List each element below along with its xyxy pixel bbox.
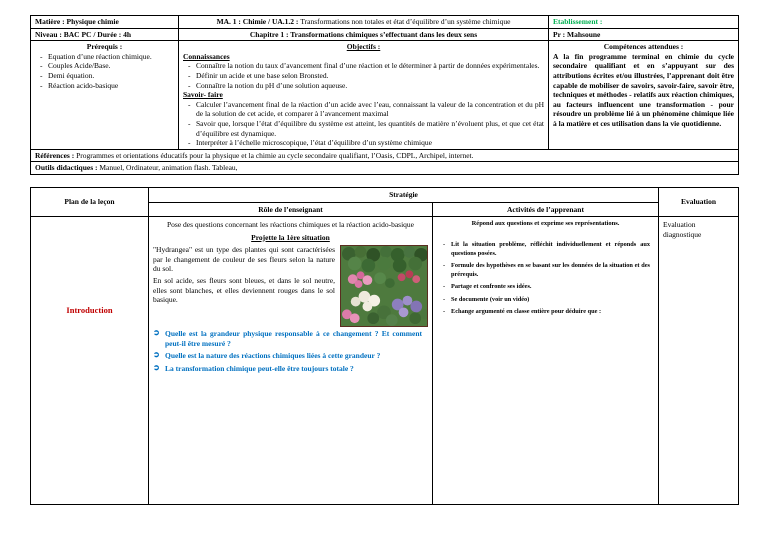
student-activity-item xyxy=(443,241,650,258)
student-activity-item xyxy=(443,296,650,305)
dash-bullet: - xyxy=(443,295,446,303)
plan-phase-cell xyxy=(31,217,149,505)
question-list xyxy=(153,329,428,373)
student-activity-text: Partage et confronte ses idées. xyxy=(451,283,532,291)
prerequis-item-text: Couples Acide/Base. xyxy=(48,61,111,71)
module-code: MA. 1 : Chimie / UA.1.2 : xyxy=(216,17,301,26)
situation-title: Projette la 1ère situation xyxy=(251,232,330,242)
evaluation-cell: Evaluation diagnostique xyxy=(659,217,739,505)
prerequis-cell xyxy=(31,41,179,150)
savoir-item-text: Savoir que, lorsque l’état d’équilibre du système est atteint, les quantités de matière n’évoluent plus, et que cet état d’équilibre est dynamique. xyxy=(196,118,544,138)
info-row-1 xyxy=(31,16,739,29)
prerequis-item xyxy=(40,81,174,91)
dash-bullet: - xyxy=(40,51,43,61)
outils-label: Outils didactiques : xyxy=(35,163,98,173)
references-row xyxy=(31,149,739,162)
connaissance-item-text: Connaître la notion du taux d’avancement final d’une réaction et le déterminer à partir de données expérimentales. xyxy=(196,61,540,71)
plan-header-cell: Plan de la leçon xyxy=(31,187,149,216)
dash-bullet: - xyxy=(188,80,191,90)
evaluation-header-cell: Evaluation xyxy=(659,187,739,216)
question-arrow-icon: ➲ xyxy=(153,350,160,360)
connaissances-title: Connaissances xyxy=(183,51,230,61)
hydrangea-flowers-image xyxy=(340,245,428,327)
connaissance-item xyxy=(188,71,544,81)
dash-bullet: - xyxy=(188,138,191,148)
competences-cell xyxy=(549,41,739,150)
references-text: Programmes et orientations éducatifs pour la physique et la chimie au cycle secondaire qualifiant, l’Oasis, CDPL, Archipel, internet. xyxy=(74,150,474,160)
info-table xyxy=(30,15,739,175)
student-activity-text: Formule des hypothèses en se basant sur les données de la situation et des prérequis. xyxy=(451,262,650,278)
module-cell xyxy=(179,16,549,29)
dash-bullet: - xyxy=(40,80,43,90)
objectifs-cell xyxy=(179,41,549,150)
competences-title: Compétences attendues : xyxy=(603,42,684,52)
dash-bullet: - xyxy=(188,99,191,109)
objectifs-title: Objectifs : xyxy=(346,42,381,52)
savoir-item xyxy=(188,138,544,148)
prerequis-item xyxy=(40,71,174,81)
dash-bullet: - xyxy=(443,283,446,291)
outils-text: Manuel, Ordinateur, animation flash. Tableau, xyxy=(97,163,238,173)
introduction-row xyxy=(31,217,739,505)
connaissance-item xyxy=(188,81,544,91)
dash-bullet: - xyxy=(40,61,43,71)
student-activity-item xyxy=(443,283,650,292)
student-activity-text: Echange argumenté en classe entière pour déduire que : xyxy=(451,308,602,316)
lesson-header-row xyxy=(31,187,739,202)
savoir-item xyxy=(188,100,544,119)
dash-bullet: - xyxy=(443,262,446,270)
teacher-role-header-cell: Rôle de l’enseignant xyxy=(149,202,433,217)
question-item xyxy=(153,364,422,374)
outils-cell xyxy=(31,162,739,175)
prerequis-item-text: Demi équation. xyxy=(48,70,95,80)
student-intro-line: Répond aux questions et exprime ses représentations. xyxy=(471,220,620,228)
teacher-role-cell xyxy=(149,217,433,505)
dash-bullet: - xyxy=(188,118,191,128)
introduction-label: Introduction xyxy=(66,305,113,316)
etablissement-label: Etablissement : xyxy=(553,17,603,26)
competences-body: A la fin programme terminal en chimie du cycle secondaire qualifiant et en s’appuyant sur des attributions écrites et/ou illustrées, l’apprenant doit être capable de mobiliser de savoirs, savoir-faire, savoir être, techniques et méthodes - relatifs aux réaction chimiques, au facteurs influencent une transformation - pour résoudre un problème lié à un phénomène chimique liée à la matière et ces utilisation dans la vie quotidienne. xyxy=(553,51,734,128)
question-text: La transformation chimique peut-elle être toujours totale ? xyxy=(165,364,354,374)
dash-bullet: - xyxy=(443,308,446,316)
student-activities-header-cell: Activités de l’apprenant xyxy=(433,202,659,217)
savoir-item xyxy=(188,119,544,138)
strategie-header-cell: Stratégie xyxy=(149,187,659,202)
student-activity-text: Se documente (voir un vidéo) xyxy=(451,295,530,303)
references-label: Références : xyxy=(35,150,75,160)
chapitre-cell: Chapitre 1 : Transformations chimiques s’effectuant dans les deux sens xyxy=(179,28,549,41)
teacher-intro-line: Pose des questions concernant les réactions chimiques et la réaction acido-basique xyxy=(166,220,414,230)
matiere-cell: Matière : Physique chimie xyxy=(31,16,179,29)
dash-bullet: - xyxy=(188,70,191,80)
question-arrow-icon: ➲ xyxy=(153,363,160,373)
situation-paragraph: "Hydrangea" est un type des plantes qui sont caractérisées par le changement de couleur de ses fleurs selon la nature du sol. xyxy=(153,245,335,274)
prerequis-item xyxy=(40,61,174,71)
situation-paragraph: En sol acide, ses fleurs sont bleues, et dans le sol neutre, elles sont blanches, et elles deviennent rouges dans le sol basique. xyxy=(153,276,335,305)
outils-row xyxy=(31,162,739,175)
dash-bullet: - xyxy=(443,241,446,249)
prerequis-title: Prérequis : xyxy=(86,42,123,52)
dash-bullet: - xyxy=(40,70,43,80)
question-arrow-icon: ➲ xyxy=(153,328,160,338)
niveau-cell: Niveau : BAC PC / Durée : 4h xyxy=(31,28,179,41)
savoir-item-text: Interpréter à l’échelle microscopique, l’état d’équilibre d’un système chimique xyxy=(196,138,432,148)
savoir-item-text: Calculer l’avancement final de la réaction d’un acide avec l’eau, connaissant la valeur de la concentration et du pH de la solution de cet acide, et comparer à l’avancement maximal xyxy=(196,99,544,119)
student-activity-item xyxy=(443,308,650,317)
question-text: Quelle est la grandeur physique responsable à ce changement ? Et comment peut-il être mesuré ? xyxy=(165,329,422,348)
prerequis-item-text: Equation d’une réaction chimique. xyxy=(48,51,152,61)
student-activity-text: Lit la situation problème, réfléchit individuellement et réponds aux questions posées. xyxy=(451,241,650,257)
references-cell xyxy=(31,149,739,162)
student-activities-cell xyxy=(433,217,659,505)
prof-cell: Pr : Mahsoune xyxy=(549,28,739,41)
question-text: Quelle est la nature des réactions chimiques liées à cette grandeur ? xyxy=(165,351,381,361)
lesson-table xyxy=(30,187,739,505)
connaissance-item-text: Connaître la notion du pH d’une solution aqueuse. xyxy=(196,80,348,90)
question-item xyxy=(153,351,422,361)
student-activity-item xyxy=(443,262,650,279)
info-row-3 xyxy=(31,41,739,150)
student-activity-list xyxy=(437,241,654,317)
etablissement-cell xyxy=(549,16,739,29)
connaissance-item xyxy=(188,61,544,71)
info-row-2 xyxy=(31,28,739,41)
module-title: Transformations non totales et état d’équilibre d’un système chimique xyxy=(300,17,511,26)
prerequis-item xyxy=(40,52,174,62)
dash-bullet: - xyxy=(188,61,191,71)
question-item xyxy=(153,329,422,348)
savoir-faire-title: Savoir- faire xyxy=(183,90,223,100)
connaissance-item-text: Définir un acide et une base selon Bronsted. xyxy=(196,70,329,80)
situation-block xyxy=(153,245,428,305)
prerequis-item-text: Réaction acido-basique xyxy=(48,80,119,90)
